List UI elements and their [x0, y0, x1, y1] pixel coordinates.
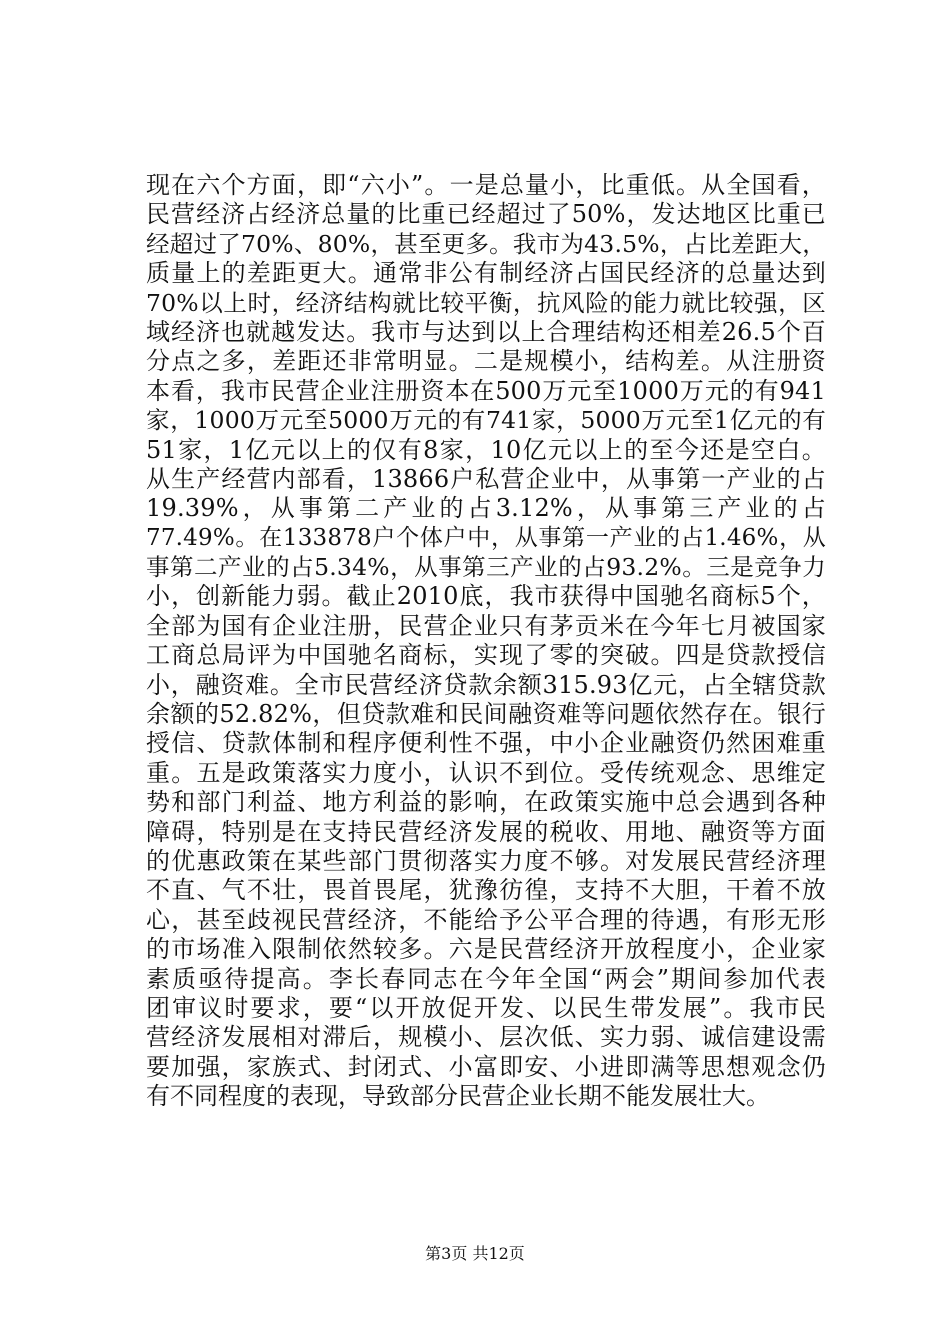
- text-line: 余额的52.82%，但贷款难和民间融资难等问题依然存在。银行: [146, 700, 826, 729]
- text-line: 小，融资难。全市民营经济贷款余额315.93亿元，占全辖贷款: [146, 670, 826, 699]
- text-line: 障碍，特别是在支持民营经济发展的税收、用地、融资等方面: [146, 817, 826, 846]
- text-line: 70%以上时，经济结构就比较平衡，抗风险的能力就比较强，区: [146, 288, 826, 317]
- text-line: 51家，1亿元以上的仅有8家，10亿元以上的至今还是空白。: [146, 435, 826, 464]
- text-line: 全部为国有企业注册，民营企业只有茅贡米在今年七月被国家: [146, 611, 826, 640]
- text-line: 经超过了70%、80%，甚至更多。我市为43.5%，占比差距大，: [146, 229, 826, 258]
- text-line: 家，1000万元至5000万元的有741家，5000万元至1亿元的有: [146, 406, 826, 435]
- text-line: 营经济发展相对滞后，规模小、层次低、实力弱、诚信建设需: [146, 1023, 826, 1052]
- text-line: 工商总局评为中国驰名商标，实现了零的突破。四是贷款授信: [146, 641, 826, 670]
- text-line: 本看，我市民营企业注册资本在500万元至1000万元的有941: [146, 376, 826, 405]
- text-line: 质量上的差距更大。通常非公有制经济占国民经济的总量达到: [146, 259, 826, 288]
- text-line: 的优惠政策在某些部门贯彻落实力度不够。对发展民营经济理: [146, 846, 826, 875]
- text-line: 77.49%。在133878户个体户中，从事第一产业的占1.46%，从: [146, 524, 826, 551]
- text-line: 分点之多，差距还非常明显。二是规模小，结构差。从注册资: [146, 347, 826, 376]
- text-line: 的市场准入限制依然较多。六是民营经济开放程度小，企业家: [146, 935, 826, 964]
- text-line: 势和部门利益、地方利益的影响，在政策实施中总会遇到各种: [146, 788, 826, 817]
- page-footer: 第3页 共12页: [425, 1244, 525, 1263]
- text-line: 团审议时要求，要“以开放促开发、以民生带发展”。我市民: [146, 993, 826, 1022]
- text-line: 要加强，家族式、封闭式、小富即安、小进即满等思想观念仍: [146, 1052, 826, 1081]
- text-line: 民营经济占经济总量的比重已经超过了50%，发达地区比重已: [146, 200, 826, 229]
- text-line: 事第二产业的占5.34%，从事第三产业的占93.2%。三是竞争力: [146, 553, 826, 582]
- body-paragraph: [146, 171, 826, 1112]
- text-line: 不直、气不壮，畏首畏尾，犹豫彷徨，支持不大胆，干着不放: [146, 876, 826, 905]
- text-line: 域经济也就越发达。我市与达到以上合理结构还相差26.5个百: [146, 317, 826, 346]
- text-line: 19.39%，从事第二产业的占3.12%，从事第三产业的占: [146, 494, 826, 523]
- text-line: 素质亟待提高。李长春同志在今年全国“两会”期间参加代表: [146, 964, 826, 993]
- text-line: 重。五是政策落实力度小，认识不到位。受传统观念、思维定: [146, 758, 826, 787]
- text-line: 小，创新能力弱。截止2010底，我市获得中国驰名商标5个，: [146, 582, 826, 611]
- text-line: 现在六个方面，即“六小”。一是总量小，比重低。从全国看，: [146, 171, 826, 199]
- text-line: 心，甚至歧视民营经济，不能给予公平合理的待遇，有形无形: [146, 905, 826, 934]
- text-line: 从生产经营内部看，13866户私营企业中，从事第一产业的占: [146, 464, 826, 493]
- text-line: 有不同程度的表现，导致部分民营企业长期不能发展壮大。: [146, 1082, 770, 1111]
- text-line: 授信、贷款体制和程序便利性不强，中小企业融资仍然困难重: [146, 729, 826, 758]
